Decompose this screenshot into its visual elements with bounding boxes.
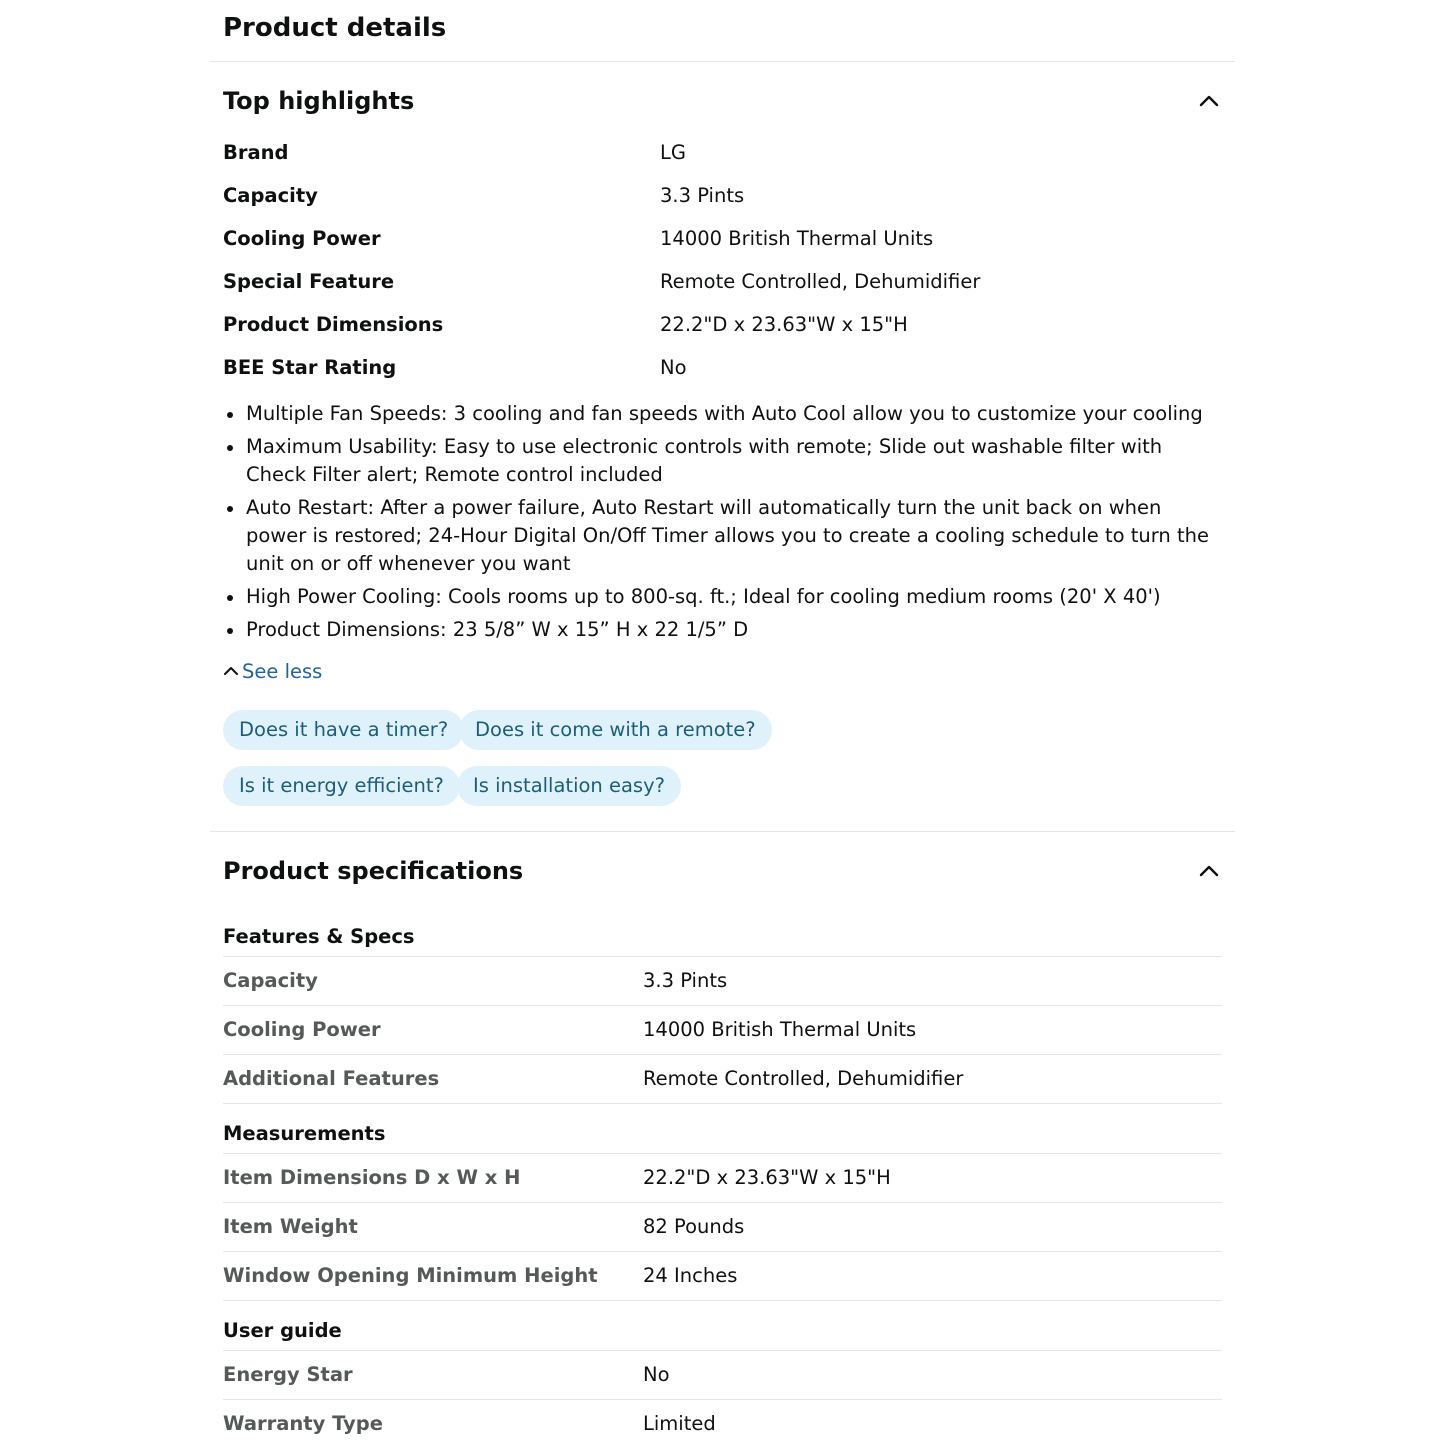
spec-label: Item Dimensions D x W x H [223, 1166, 521, 1189]
spec-row [223, 956, 1222, 1005]
feature-bullet: High Power Cooling: Cools rooms up to 800-sq. ft.; Ideal for cooling medium rooms (20' X 40') [223, 583, 1223, 611]
see-less-label: See less [242, 660, 323, 683]
spec-value: 82 Pounds [643, 1215, 745, 1238]
highlight-row-brand [223, 138, 1223, 168]
spec-value: Remote Controlled, Dehumidifier [643, 1067, 964, 1090]
highlight-value: 3.3 Pints [660, 184, 745, 207]
question-chip-timer[interactable]: Does it have a timer? [223, 710, 464, 750]
spec-value: 24 Inches [643, 1264, 738, 1287]
spec-value: Limited [643, 1412, 716, 1435]
divider [210, 831, 1235, 832]
question-chip-installation[interactable]: Is installation easy? [457, 766, 681, 806]
question-chip-energy[interactable]: Is it energy efficient? [223, 766, 460, 806]
spec-row [223, 1054, 1222, 1104]
spec-label: Window Opening Minimum Height [223, 1264, 598, 1287]
spec-value: 14000 British Thermal Units [643, 1018, 917, 1041]
highlight-label: Capacity [223, 184, 318, 207]
chevron-up-icon[interactable] [1195, 87, 1223, 115]
feature-bullet: Product Dimensions: 23 5/8” W x 15” H x 22 1/5” D [223, 616, 1223, 644]
highlight-value: 14000 British Thermal Units [660, 227, 934, 250]
spec-group-title: Measurements [223, 1122, 386, 1145]
chevron-up-icon[interactable] [1195, 857, 1223, 885]
highlight-label: Special Feature [223, 270, 395, 293]
feature-bullet: Multiple Fan Speeds: 3 cooling and fan speeds with Auto Cool allow you to customize your cooling [223, 400, 1223, 428]
spec-row [223, 1005, 1222, 1054]
feature-bullet: Auto Restart: After a power failure, Auto Restart will automatically turn the unit back on when power is restored; 24-Hour Digital On/Off Timer allows you to create a cooling schedule to turn the unit on or off whenever you want [223, 494, 1223, 578]
spec-row [223, 1350, 1222, 1399]
highlight-label: BEE Star Rating [223, 356, 397, 379]
highlight-row-special-feature [223, 267, 1223, 297]
spec-label: Item Weight [223, 1215, 358, 1238]
spec-group-title: Features & Specs [223, 925, 415, 948]
highlight-row-cooling-power [223, 224, 1223, 254]
divider [210, 61, 1235, 62]
spec-value: 22.2"D x 23.63"W x 15"H [643, 1166, 891, 1189]
question-chip-remote[interactable]: Does it come with a remote? [459, 710, 772, 750]
highlight-value: Remote Controlled, Dehumidifier [660, 270, 981, 293]
product-specifications-header[interactable] [223, 851, 1223, 891]
chevron-up-icon [223, 663, 239, 679]
spec-label: Cooling Power [223, 1018, 381, 1041]
top-highlights-title: Top highlights [223, 87, 415, 115]
spec-row [223, 1251, 1222, 1301]
feature-bullet: Maximum Usability: Easy to use electronic controls with remote; Slide out washable filter with Check Filter alert; Remote control included [223, 433, 1223, 489]
spec-row [223, 1153, 1222, 1202]
spec-group-title: User guide [223, 1319, 342, 1342]
spec-label: Energy Star [223, 1363, 353, 1386]
highlight-value: 22.2"D x 23.63"W x 15"H [660, 313, 908, 336]
spec-value: 3.3 Pints [643, 969, 728, 992]
highlight-label: Brand [223, 141, 289, 164]
product-specifications-title: Product specifications [223, 857, 524, 885]
spec-row [223, 1202, 1222, 1251]
spec-value: No [643, 1363, 670, 1386]
spec-label: Additional Features [223, 1067, 440, 1090]
highlight-label: Product Dimensions [223, 313, 444, 336]
spec-row [223, 1399, 1222, 1444]
highlight-row-bee-star-rating [223, 353, 1223, 383]
top-highlights-header[interactable] [223, 81, 1223, 121]
spec-label: Warranty Type [223, 1412, 383, 1435]
highlight-value: LG [660, 141, 686, 164]
spec-label: Capacity [223, 969, 318, 992]
see-less-link[interactable] [223, 658, 322, 686]
highlight-row-product-dimensions [223, 310, 1223, 340]
highlight-label: Cooling Power [223, 227, 381, 250]
page-title: Product details [223, 13, 447, 43]
highlight-row-capacity [223, 181, 1223, 211]
feature-bullet-list [223, 400, 1223, 649]
highlight-value: No [660, 356, 687, 379]
